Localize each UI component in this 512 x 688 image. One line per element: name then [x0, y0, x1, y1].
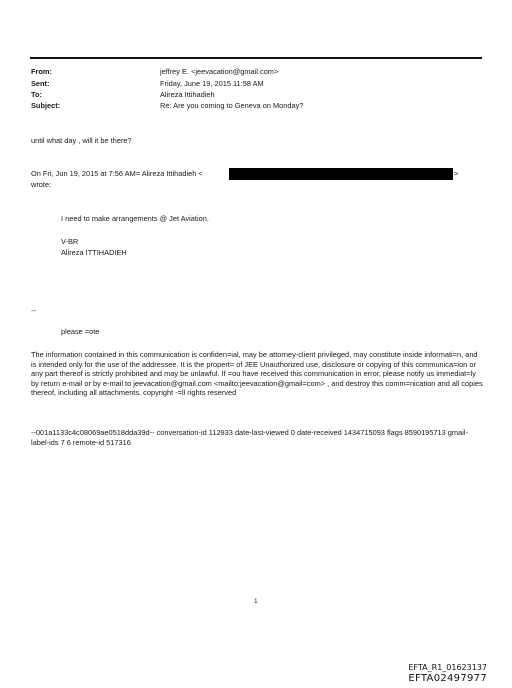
document-id-large: EFTA02497977: [408, 673, 487, 684]
redaction-box: [229, 168, 453, 180]
quote-header-line2: wrote:: [31, 180, 52, 189]
quoted-name: Alireza ITTIHADIEH: [61, 248, 127, 257]
page-number: 1: [254, 598, 258, 605]
header-rule: [30, 57, 482, 59]
header-to-label: To:: [31, 90, 42, 99]
header-from-value: jeffrey E. <jeevacation@gmail.com>: [160, 67, 279, 76]
header-subject-label: Subject:: [31, 101, 61, 110]
header-subject-value: Re: Are you coming to Geneva on Monday?: [160, 101, 304, 110]
email-metadata: --001a1133c4c08069ae0518dda39d-- conversation-id 112933 date-last-viewed 0 date-received 1434715093 flags 8590195713 gmail-label-ids 7 6 remote-id 517316: [31, 428, 468, 447]
quoted-message: I need to make arrangements @ Jet Aviation.: [61, 214, 209, 223]
quoted-signoff: V-BR: [61, 237, 79, 246]
header-from-label: From:: [31, 67, 52, 76]
please-note: please =ote: [61, 327, 100, 336]
header-sent-value: Friday, June 19, 2015 11:58 AM: [160, 79, 264, 88]
disclaimer-paragraph: The information contained in this communication is confiden=ial, may be attorney-client privileged, may constitute inside informati=n, and is intended only for the use of the addressee. It is the propert= of JEE Unauthorized use, disclosure or copying of this communica=ion or any part thereof is strictly prohibited and may be unlawful. If =ou have received this communication in error, please notify us immediat=ly by return e-mail or by e-mail to jeevacation@gmail.com <mailto:jeevacation@gmail=com> , and destroy this comm=nication and all copies thereof, including all attachments. copyright -=ll rights reserved: [31, 350, 483, 398]
document-id-small: EFTA_R1_01623137: [408, 663, 487, 672]
header-sent-label: Sent:: [31, 79, 50, 88]
quote-header-line1: On Fri, Jun 19, 2015 at 7:56 AM= Alireza Ittihadieh <: [31, 169, 203, 178]
header-to-value: Alireza Ittihadieh: [160, 90, 215, 99]
quote-header-end: >: [454, 169, 459, 178]
reply-body: until what day , will it be there?: [31, 136, 132, 145]
signature-separator: --: [31, 306, 36, 315]
